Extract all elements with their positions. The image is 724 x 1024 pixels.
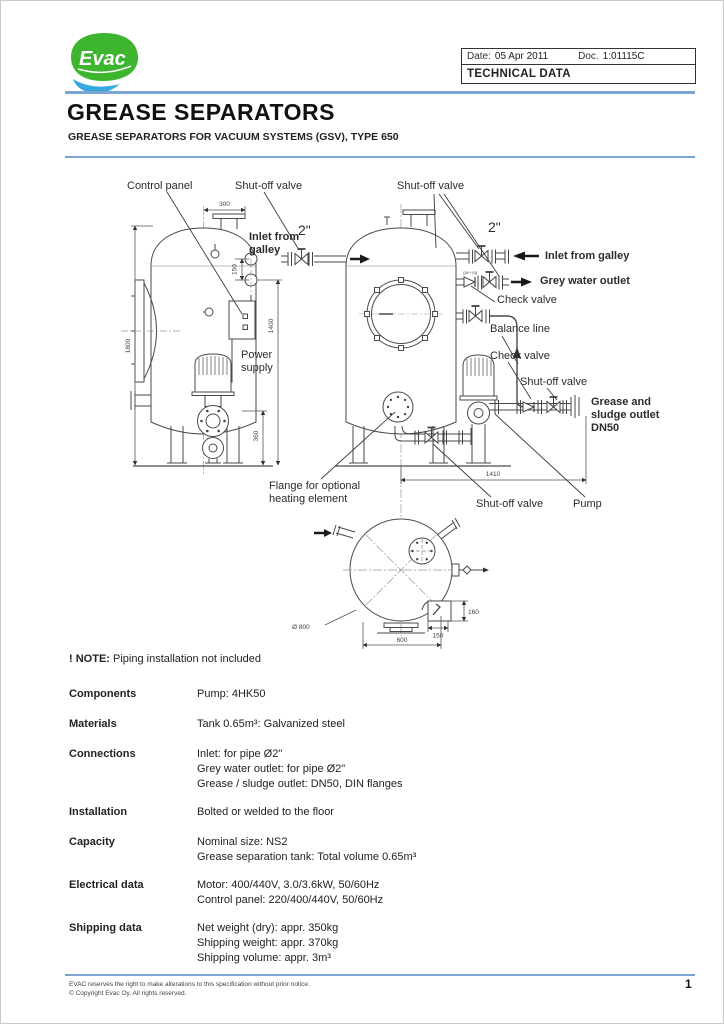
document-info-table — [461, 48, 696, 84]
footer-line-1: EVAC reserves the right to make alterations to this specification without prior notice. — [69, 981, 310, 988]
spec-row-components — [69, 687, 265, 702]
spec-value: Pump: 4HK50 — [197, 688, 266, 700]
control-panel-box — [229, 301, 255, 339]
label-shut-off-valve-2: Shut-off valve — [397, 180, 465, 192]
logo-text: Evac — [79, 48, 126, 70]
doc-label: Doc. — [578, 51, 599, 62]
spec-value: Control panel: 220/400/440V, 50/60Hz — [197, 894, 384, 906]
label-control-panel: Control panel — [127, 180, 193, 192]
spec-label: Installation — [69, 806, 128, 818]
label-shut-off-valve-4: Shut-off valve — [476, 498, 544, 510]
spec-value: Grey water outlet: for pipe Ø2" — [197, 763, 346, 775]
spec-row-installation — [69, 805, 334, 820]
page-title: GREASE SEPARATORS — [67, 99, 335, 125]
label-shut-off-valve-1: Shut-off valve — [235, 180, 303, 192]
spec-row-electrical — [69, 878, 383, 908]
shut-off-valve-grey-water — [483, 272, 496, 288]
page-subtitle: GREASE SEPARATORS FOR VACUUM SYSTEMS (GSV), TYPE 650 — [68, 131, 399, 143]
spec-value: Grease / sludge outlet: DN50, DIN flanges — [197, 778, 403, 790]
doc-value: 1:01115C — [602, 51, 645, 62]
label-inlet-from-galley-right: Inlet from galley — [545, 250, 630, 262]
spec-value: Tank 0.65m³: Galvanized steel — [197, 718, 345, 730]
label-grease-sludge-outlet: Grease and sludge outlet DN50 — [591, 396, 660, 434]
spec-value: Motor: 400/440V, 3.0/3.6kW, 50/60Hz — [197, 879, 380, 891]
spec-value: Shipping volume: appr. 3m³ — [197, 952, 331, 964]
note-prefix: ! NOTE: — [69, 653, 110, 665]
top-view-inlet-arrow — [324, 529, 332, 537]
spec-value: Shipping weight: appr. 370kg — [197, 937, 339, 949]
spec-row-materials — [69, 717, 345, 732]
spec-value: Inlet: for pipe Ø2" — [197, 748, 283, 760]
valve-marking: gw+og — [463, 271, 478, 276]
spec-label: Materials — [69, 718, 117, 730]
spec-value: Nominal size: NS2 — [197, 836, 288, 848]
label-check-valve-1: Check valve — [497, 294, 557, 306]
footer-rule — [65, 974, 695, 976]
note-line — [69, 653, 261, 665]
label-heating-flange: Flange for optional heating element — [269, 480, 361, 505]
spec-value: Grease separation tank: Total volume 0.65m³ — [197, 851, 417, 863]
evac-logo — [65, 31, 149, 98]
date-label: Date: — [467, 51, 491, 62]
inlet-right-arrow — [513, 252, 525, 261]
footer-line-2: © Copyright Evac Oy. All rights reserved. — [69, 990, 187, 997]
svg-text:1800: 1800 — [125, 338, 132, 354]
label-inlet-from-galley-left: Inlet from galley — [249, 231, 300, 256]
label-shut-off-valve-3: Shut-off valve — [520, 376, 588, 388]
spec-label: Components — [69, 688, 137, 700]
spec-row-connections — [69, 747, 402, 792]
svg-text:150: 150 — [432, 632, 444, 640]
svg-text:160: 160 — [468, 609, 479, 616]
footer-disclaimer — [69, 980, 310, 998]
label-check-valve-2: Check valve — [490, 350, 550, 362]
spec-label: Electrical data — [69, 879, 144, 891]
subtitle-rule — [65, 156, 695, 158]
note-text: Piping installation not included — [109, 653, 261, 665]
svg-text:360: 360 — [253, 430, 260, 442]
grey-water-arrow — [521, 278, 532, 287]
spec-label: Shipping data — [69, 922, 142, 934]
page-number: 1 — [685, 977, 692, 991]
top-view — [333, 518, 489, 633]
shut-off-valve-inlet-right — [475, 246, 488, 262]
balance-line-valve — [469, 306, 482, 322]
doc-type: TECHNICAL DATA — [467, 68, 571, 80]
label-pipe-size-left: 2" — [298, 222, 311, 238]
label-balance-line: Balance line — [490, 323, 550, 335]
spec-value: Net weight (dry): appr. 350kg — [197, 922, 339, 934]
svg-text:150: 150 — [231, 264, 239, 275]
header-rule — [65, 91, 695, 94]
spec-row-capacity — [69, 835, 416, 865]
svg-text:1400: 1400 — [268, 318, 275, 334]
label-power-supply: Power supply — [241, 349, 273, 374]
pump-assembly — [460, 355, 497, 463]
svg-text:1410: 1410 — [485, 471, 501, 478]
spec-label: Connections — [69, 748, 136, 760]
svg-text:Ø 800: Ø 800 — [292, 624, 310, 631]
technical-drawing — [59, 164, 714, 659]
check-valve-grey-water — [464, 277, 475, 287]
spec-label: Capacity — [69, 836, 115, 848]
label-grey-water-outlet: Grey water outlet — [540, 275, 630, 287]
svg-text:300: 300 — [219, 201, 230, 208]
spec-value: Bolted or welded to the floor — [197, 806, 334, 818]
spec-row-shipping — [69, 921, 338, 966]
svg-text:600: 600 — [396, 637, 408, 644]
label-pipe-size-right: 2" — [488, 219, 501, 235]
date-value: 05 Apr 2011 — [494, 51, 549, 62]
label-pump: Pump — [573, 498, 602, 510]
